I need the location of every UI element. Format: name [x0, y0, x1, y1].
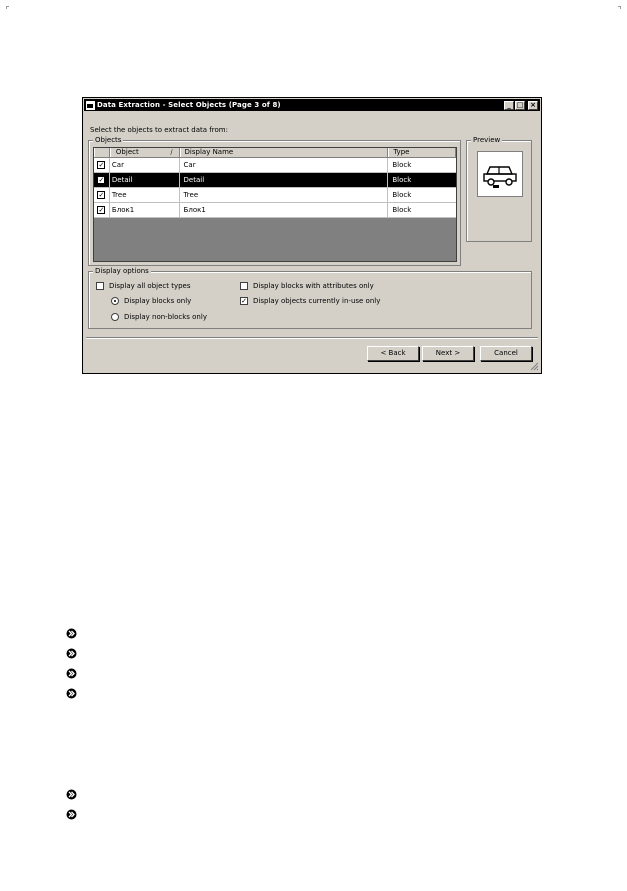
objects-list[interactable] — [93, 147, 457, 262]
objects-in-use-checkbox[interactable]: ✓ — [241, 297, 247, 305]
display-options-group — [88, 267, 532, 329]
display-name-cell: Car — [180, 158, 389, 172]
type-cell: Block — [392, 191, 412, 199]
row-checkbox-cell — [94, 173, 110, 187]
dialog-title: Data Extraction - Select Objects (Page 3 of 8) — [97, 101, 281, 109]
object-cell: Tree — [110, 188, 180, 202]
back-button[interactable]: < Back — [367, 346, 419, 361]
preview-group-title: Preview — [473, 136, 501, 144]
all-object-types-checkbox[interactable] — [96, 282, 104, 290]
double-chevron-circle-icon — [66, 628, 77, 639]
table-row[interactable] — [94, 203, 456, 218]
objects-list-header — [94, 148, 456, 158]
all-object-types-label: Display all object types — [109, 282, 191, 290]
title-bar[interactable] — [84, 99, 540, 111]
data-extraction-dialog — [82, 97, 542, 374]
maximize-button[interactable]: □ — [516, 100, 524, 109]
row-checkbox[interactable]: ✓ — [98, 161, 105, 169]
row-checkbox-cell — [94, 188, 110, 202]
type-cell: Block — [392, 176, 412, 184]
next-button[interactable]: Next > — [422, 346, 474, 361]
preview-image — [477, 151, 523, 197]
page-corner-mark-right — [618, 6, 621, 9]
app-icon — [86, 101, 95, 110]
double-chevron-circle-icon — [66, 789, 77, 800]
car-block-icon — [478, 152, 522, 196]
button-separator — [86, 337, 538, 339]
table-row[interactable] — [94, 188, 456, 203]
close-button[interactable]: × — [528, 101, 538, 110]
objects-group-title: Objects — [95, 136, 122, 144]
double-chevron-circle-icon — [66, 688, 77, 699]
instruction-label: Select the objects to extract data from: — [90, 126, 228, 134]
display-name-cell: Detail — [180, 173, 389, 187]
double-chevron-circle-icon — [66, 648, 77, 659]
objects-group — [88, 136, 461, 266]
row-checkbox-cell — [94, 203, 110, 217]
type-cell: Block — [392, 161, 412, 169]
blocks-only-label: Display blocks only — [124, 297, 192, 305]
non-blocks-only-radio[interactable] — [111, 313, 119, 321]
blocks-with-attributes-checkbox[interactable] — [240, 282, 248, 290]
table-row[interactable] — [94, 158, 456, 173]
display-name-cell: Блок1 — [180, 203, 389, 217]
object-cell: Car — [110, 158, 180, 172]
double-chevron-circle-icon — [66, 809, 77, 820]
resize-grip-icon[interactable] — [530, 362, 539, 371]
blocks-only-radio[interactable] — [111, 297, 119, 305]
column-header-check[interactable] — [94, 148, 110, 157]
non-blocks-only-label: Display non-blocks only — [124, 313, 207, 321]
column-header-type[interactable]: Type — [388, 148, 456, 157]
cancel-button[interactable]: Cancel — [480, 346, 532, 361]
row-checkbox[interactable]: ✓ — [98, 176, 105, 184]
preview-group — [466, 136, 532, 242]
sort-indicator: / — [170, 149, 173, 156]
double-chevron-circle-icon — [66, 668, 77, 679]
object-cell: Блок1 — [110, 203, 180, 217]
table-row[interactable] — [94, 173, 456, 188]
column-header-display-name[interactable]: Display Name — [180, 148, 389, 157]
type-cell: Block — [392, 206, 412, 214]
display-options-title: Display options — [95, 267, 149, 275]
row-checkbox-cell — [94, 158, 110, 172]
object-cell: Detail — [110, 173, 180, 187]
objects-in-use-label: Display objects currently in-use only — [253, 297, 381, 305]
blocks-with-attributes-label: Display blocks with attributes only — [253, 282, 374, 290]
display-name-cell: Tree — [180, 188, 389, 202]
column-header-object[interactable]: Object / — [110, 148, 180, 157]
minimize-button[interactable]: _ — [504, 101, 514, 110]
row-checkbox[interactable]: ✓ — [98, 191, 105, 199]
page-corner-mark-left — [6, 6, 9, 9]
row-checkbox[interactable]: ✓ — [98, 206, 105, 214]
